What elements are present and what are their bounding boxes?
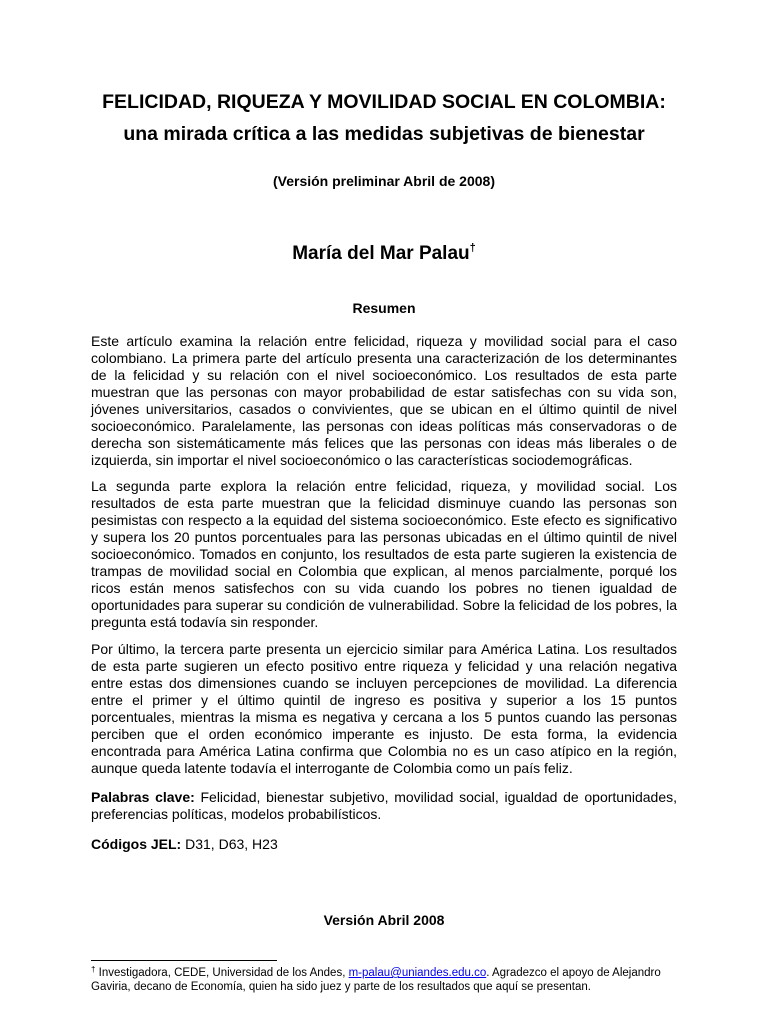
footnote bbox=[91, 966, 677, 994]
jel-text: D31, D63, H23 bbox=[181, 836, 278, 852]
author-email-link[interactable]: m-palau@uniandes.edu.co bbox=[348, 967, 487, 979]
footnote-mark: † bbox=[91, 965, 96, 974]
keywords bbox=[91, 789, 677, 823]
footnote-divider bbox=[91, 960, 277, 961]
jel-label: Códigos JEL: bbox=[91, 836, 182, 852]
jel-codes bbox=[91, 836, 677, 853]
preliminary-version-note: (Versión preliminar Abril de 2008) bbox=[272, 173, 495, 189]
version-footer: Versión Abril 2008 bbox=[323, 912, 445, 928]
author-name: María del Mar Palau bbox=[292, 243, 470, 264]
footnote-text-after: . Agradezco el apoyo de Alejandro Gaviria, decano de Economía, quien ha sido juez y parte de los resultados que aquí se presentan. bbox=[91, 967, 661, 993]
abstract-paragraph-1: Este artículo examina la relación entre felicidad, riqueza y movilidad social para el caso colombiano. La primera parte del artículo presenta una caracterización de los determinantes de la felicidad y su relación con el nivel socioeconómico. Los resultados de esta parte muestran que las personas con mayor probabilidad de estar satisfechas con su vida son, jóvenes universitarios, casados o convivientes, que se ubican en el último quintil de nivel socioeconómico. Paralelamente, las personas con ideas políticas más conservadoras o de derecha son sistemáticamente más felices que las personas con ideas más liberales o de izquierda, sin importar el nivel socioeconómico o las características sociodemográficas. bbox=[91, 333, 677, 468]
footnote-text-before: Investigadora, CEDE, Universidad de los Andes, bbox=[95, 967, 349, 979]
abstract-paragraph-2: La segunda parte explora la relación entre felicidad, riqueza, y movilidad social. Los resultados de esta parte muestran que la felicidad disminuye cuando las personas son pesimistas con respecto a la equidad del sistema socioeconómico. Este efecto es significativo y supera los 20 puntos porcentuales para las personas ubicadas en el último quintil de nivel socioeconómico. Tomados en conjunto, los resultados de esta parte sugieren la existencia de trampas de movilidad social en Colombia que explican, al menos parcialmente, porqué los ricos están menos satisfechos con su vida cuando los pobres no tienen igualdad de oportunidades para superar su condición de vulnerabilidad. Sobre la felicidad de los pobres, la pregunta está todavía sin responder. bbox=[91, 478, 677, 630]
author-footnote-mark[interactable]: † bbox=[469, 242, 476, 254]
title-line-1: FELICIDAD, RIQUEZA Y MOVILIDAD SOCIAL EN COLOMBIA: bbox=[102, 91, 666, 113]
title-line-2: una mirada crítica a las medidas subjetivas de bienestar bbox=[123, 123, 645, 145]
abstract-paragraph-3: Por último, la tercera parte presenta un ejercicio similar para América Latina. Los resultados de esta parte sugieren un efecto positivo entre riqueza y felicidad y una relación negativa entre estas dos dimensiones cuando se incluyen percepciones de movilidad. La diferencia entre el primer y el último quintil de ingreso es positiva y superior a los 15 puntos porcentuales, mientras la misma es negativa y cercana a los 5 puntos cuando las personas perciben que el orden económico imperante es injusto. De esta forma, la evidencia encontrada para América Latina confirma que Colombia no es un caso atípico en la región, aunque queda latente todavía el interrogante de Colombia como un país feliz. bbox=[91, 641, 677, 776]
keywords-label: Palabras clave: bbox=[91, 789, 195, 805]
author bbox=[60, 240, 708, 268]
abstract-heading: Resumen bbox=[352, 300, 416, 316]
keywords-text: Felicidad, bienestar subjetivo, movilidad social, igualdad de oportunidades, preferencias políticas, modelos probabilísticos. bbox=[91, 789, 677, 822]
